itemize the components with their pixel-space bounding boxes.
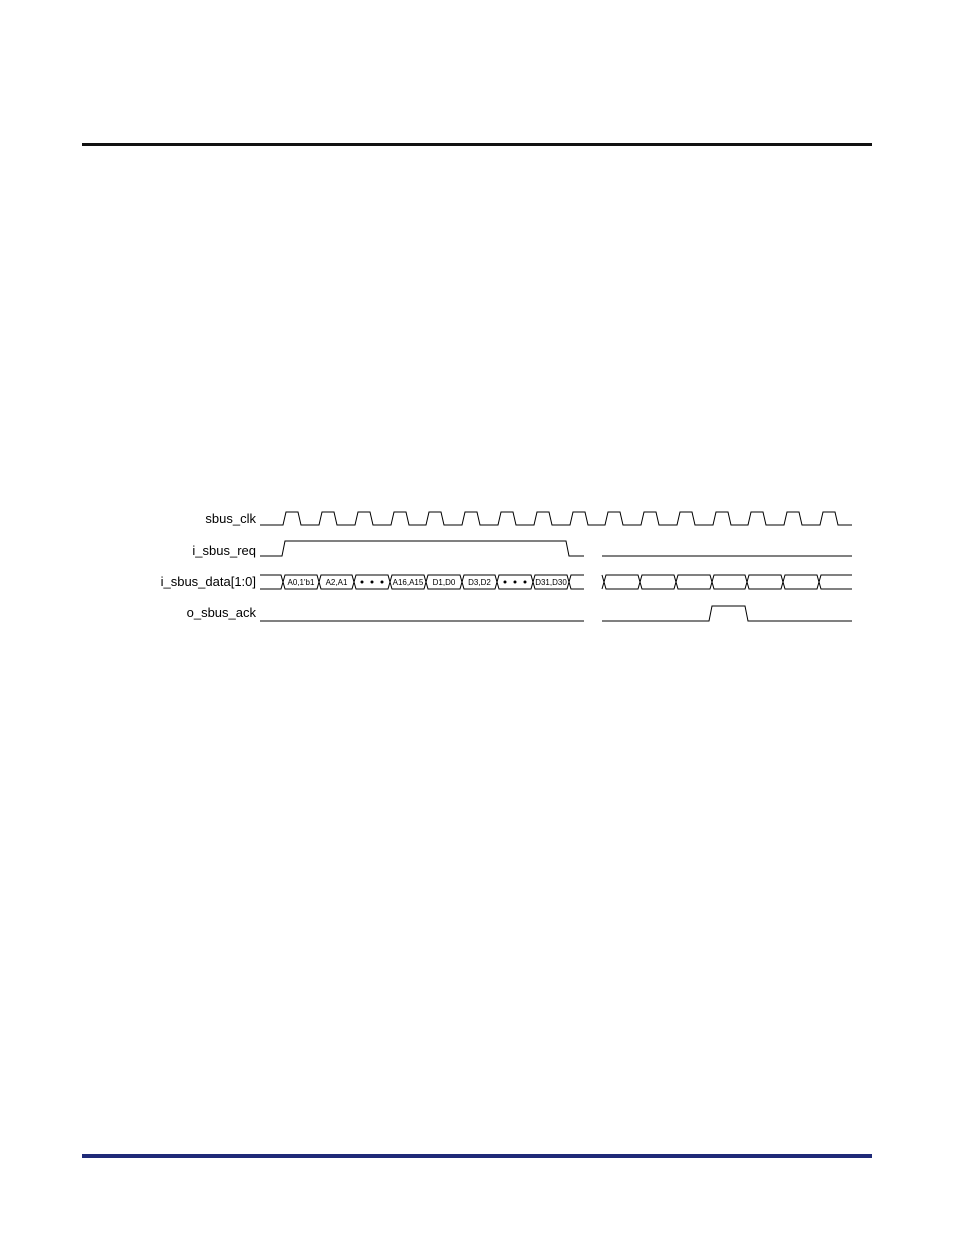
data-segment-label: A0,1'b1 bbox=[287, 578, 315, 587]
footer-rule bbox=[82, 1154, 872, 1158]
data-segment-label: A2,A1 bbox=[325, 578, 348, 587]
ellipsis-dot bbox=[381, 581, 384, 584]
req-waveform-left bbox=[260, 541, 584, 556]
ellipsis-dot bbox=[361, 581, 364, 584]
data-bus-cell bbox=[604, 575, 640, 589]
ack-waveform-right bbox=[602, 606, 852, 621]
signal-label-ack: o_sbus_ack bbox=[186, 605, 256, 620]
data-bus-cell bbox=[783, 575, 819, 589]
data-segment-label: D3,D2 bbox=[468, 578, 491, 587]
data-bus-cell bbox=[747, 575, 783, 589]
data-bus-idle-start bbox=[260, 575, 283, 589]
ellipsis-dot bbox=[524, 581, 527, 584]
data-bus-cell bbox=[640, 575, 676, 589]
signal-label-req: i_sbus_req bbox=[192, 543, 256, 558]
data-bus-idle-end bbox=[569, 575, 584, 589]
data-segment-label: D1,D0 bbox=[432, 578, 456, 587]
ellipsis-dot bbox=[504, 581, 507, 584]
ellipsis-dot bbox=[371, 581, 374, 584]
data-segment-label: D31,D30 bbox=[535, 578, 567, 587]
signal-label-data: i_sbus_data[1:0] bbox=[160, 574, 256, 589]
signal-label-clk: sbus_clk bbox=[205, 511, 256, 526]
data-segment-label: A16,A15 bbox=[392, 578, 424, 587]
data-bus-cell bbox=[712, 575, 747, 589]
data-bus-waveform bbox=[260, 575, 852, 589]
data-bus-cell bbox=[676, 575, 712, 589]
data-bus-cell bbox=[819, 575, 852, 589]
clk-waveform bbox=[260, 512, 852, 525]
ellipsis-dot bbox=[514, 581, 517, 584]
